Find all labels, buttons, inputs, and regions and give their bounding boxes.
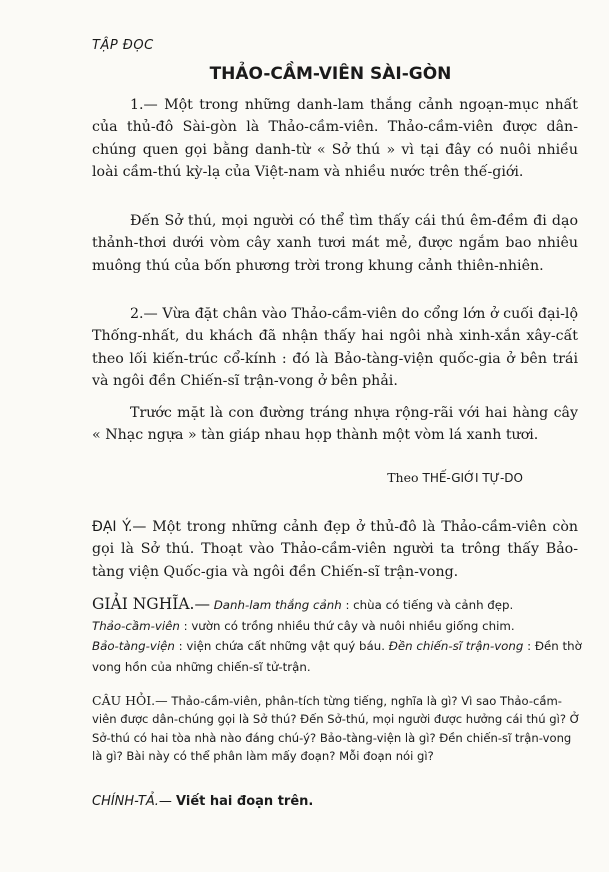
main-idea-text: Một trong những cảnh đẹp ở thủ-đô là Thảo-cầm-viên còn gọi là Sở thú. Thoạt vào Thảo-cầm-viên người ta trông thấy Bảo-tàng viện Quốc-gia và ngôi đền Chiến-sĩ trận-vong.	[92, 519, 578, 580]
glossary-term: Bảo-tàng-viện	[92, 639, 175, 653]
glossary-definition: : chùa có tiếng và cảnh đẹp.	[345, 598, 514, 612]
reading-paragraph-4: Trước mặt là con đường tráng nhựa rộng-rãi với hai hàng cây « Nhạc ngựa » tàn giáp nhau họp thành một vòm lá xanh tươi.	[92, 405, 578, 444]
credit-prefix: Theo	[387, 470, 419, 485]
glossary-definition: : vườn có trồng nhiều thứ cây và nuôi nhiều giống chim.	[183, 618, 515, 633]
glossary-term: Đền chiến-sĩ trận-vong	[388, 639, 524, 653]
glossary-term: Thảo-cầm-viên	[92, 618, 180, 633]
main-idea	[92, 516, 578, 583]
glossary-label: GIẢI NGHĨA.—	[92, 595, 210, 613]
credit-source: THẾ-GIỚI TỰ-DO	[422, 471, 523, 485]
dictation-label: CHÍNH-TẢ.—	[92, 794, 172, 809]
dictation	[92, 794, 313, 809]
section-label: TẬP ĐỌC	[92, 38, 154, 53]
reading-paragraph-3: 2.— Vừa đặt chân vào Thảo-cầm-viên do cổng lớn ở cuối đại-lộ Thống-nhất, du khách đã nhận thấy hai ngôi nhà xinh-xắn xây-cất theo lối kiến-trúc cổ-kính : đó là Bảo-tàng-viện quốc-gia ở bên trái và ngôi đền Chiến-sĩ trận-vong ở bên phải.	[92, 306, 578, 390]
main-idea-label: ĐẠI Ý.—	[92, 519, 147, 535]
glossary-definition: : viện chứa cất những vật quý báu.	[178, 639, 385, 653]
lesson-title: THẢO-CẦM-VIÊN SÀI-GÒN	[209, 64, 452, 84]
reading-paragraph-2: Đến Sở thú, mọi người có thể tìm thấy cái thú êm-đềm đi dạo thảnh-thơi dưới vòm cây xanh tươi mát mẻ, được ngắm bao nhiêu muông thú của bốn phương trời trong khung cảnh thiên-nhiên.	[92, 213, 578, 274]
questions-label: CÂU HỎI.—	[92, 693, 168, 708]
comprehension-questions	[92, 692, 582, 766]
glossary	[92, 594, 582, 677]
questions-text: Thảo-cầm-viên, phân-tích từng tiếng, nghĩa là gì? Vì sao Thảo-cầm-viên được dân-chúng gọi là Sở thú? Đến Sở-thú, mọi người được hưởng cái thú gì? Ở Sở-thú có hai tòa nhà nào đáng chú-ý? Bảo-tàng-viện là gì? Đền chiến-sĩ trận-vong là gì? Bài này có thể phân làm mấy đoạn? Mỗi đoạn nói gì?	[92, 694, 581, 764]
source-credit	[387, 470, 523, 485]
dictation-text: Viết hai đoạn trên.	[176, 794, 314, 809]
glossary-definition: : Đền thờ vong hồn của những chiến-sĩ tử-trận.	[92, 639, 582, 674]
reading-paragraph-1: 1.— Một trong những danh-lam thắng cảnh ngoạn-mục nhất của thủ-đô Sài-gòn là Thảo-cầm-viên. Thảo-cầm-viên được dân-chúng quen gọi bằng danh-từ « Sở thú » vì tại đây có nuôi nhiều loài cầm-thú kỳ-lạ của Việt-nam và nhiều nước trên thế-giới.	[92, 97, 578, 181]
glossary-term: Danh-lam thắng cảnh	[213, 598, 342, 612]
